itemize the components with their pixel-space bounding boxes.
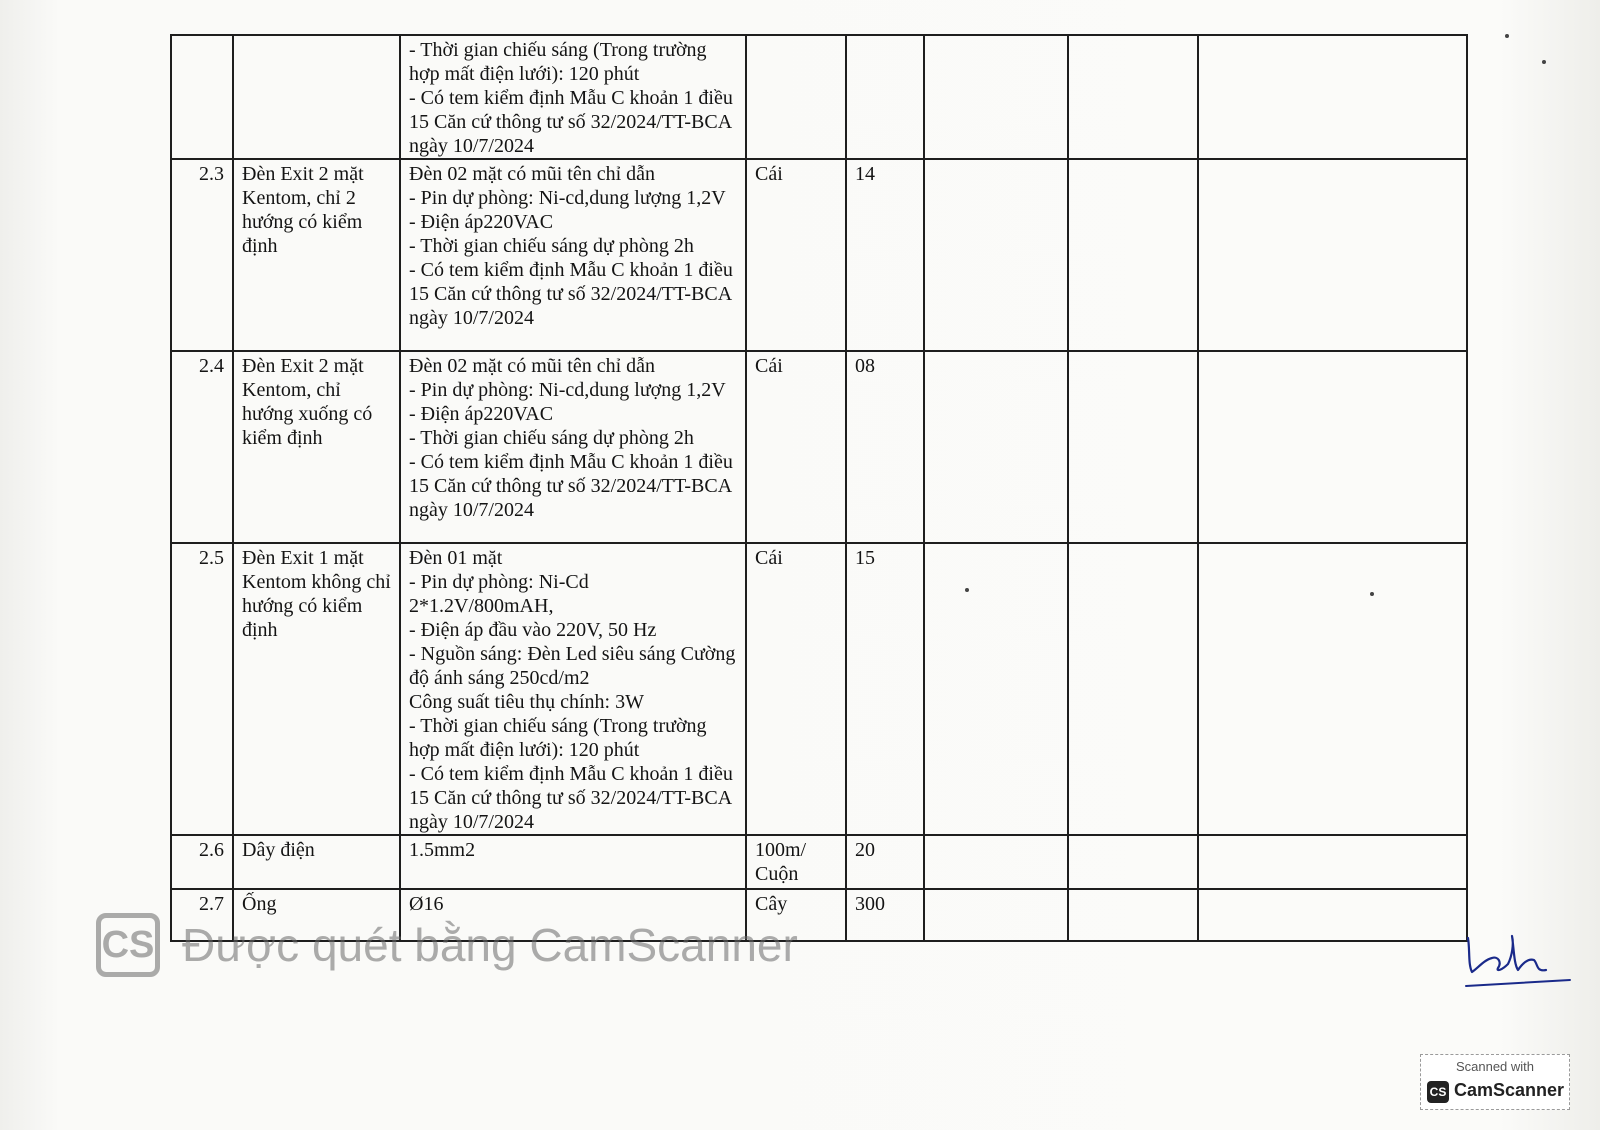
item-name-cell [233,35,400,159]
item-description-cell: - Thời gian chiếu sáng (Trong trường hợp mất điện lưới): 120 phút - Có tem kiểm định Mẫu C khoản 1 điều 15 Căn cứ thông tư số 32/2024/TT-BCA ngày 10/7/2024 [400,35,746,159]
quantity-cell: 15 [846,543,924,835]
empty-cell [1198,889,1467,941]
watermark-text: Được quét bằng CamScanner [182,919,798,971]
empty-cell [924,159,1068,351]
scan-speck [1542,60,1546,64]
item-description-cell: Đèn 01 mặt - Pin dự phòng: Ni-Cd 2*1.2V/800mAH, - Điện áp đầu vào 220V, 50 Hz - Nguồn sáng: Đèn Led siêu sáng Cường độ ánh sáng 250cd/m2 Công suất tiêu thụ chính: 3W - Thời gian chiếu sáng (Trong trường hợp mất điện lưới): 120 phút - Có tem kiểm định Mẫu C khoản 1 điều 15 Căn cứ thông tư số 32/2024/TT-BCA ngày 10/7/2024 [400,543,746,835]
empty-cell [1198,351,1467,543]
handwritten-signature [1462,920,1572,990]
empty-cell [924,351,1068,543]
item-description-cell: Ø16 [400,889,746,941]
item-name-cell: Đèn Exit 2 mặt Kentom, chỉ hướng xuống có kiểm định [233,351,400,543]
empty-cell [1198,159,1467,351]
empty-cell [1198,835,1467,889]
table-row [171,35,1467,159]
empty-cell [924,35,1068,159]
empty-cell [1068,889,1198,941]
empty-cell [1068,351,1198,543]
unit-cell: Cái [746,159,846,351]
empty-cell [924,835,1068,889]
empty-cell [924,543,1068,835]
table-row [171,543,1467,835]
item-name-cell: Dây điện [233,835,400,889]
item-description-cell: 1.5mm2 [400,835,746,889]
item-number-cell: 2.7 [171,889,233,941]
item-number-cell: 2.4 [171,351,233,543]
table-row [171,351,1467,543]
unit-cell: Cây [746,889,846,941]
item-number-cell: 2.6 [171,835,233,889]
item-number-cell [171,35,233,159]
badge-caption: Scanned with [1455,1059,1535,1074]
unit-cell: Cái [746,543,846,835]
item-description-cell: Đèn 02 mặt có mũi tên chỉ dẫn - Pin dự phòng: Ni-cd,dung lượng 1,2V - Điện áp220VAC - Thời gian chiếu sáng dự phòng 2h - Có tem kiểm định Mẫu C khoản 1 điều 15 Căn cứ thông tư số 32/2024/TT-BCA ngày 10/7/2024 [400,351,746,543]
badge-brand-name: CamScanner [1454,1080,1565,1100]
camscanner-watermark [96,910,798,980]
empty-cell [1068,543,1198,835]
item-number-cell: 2.3 [171,159,233,351]
quantity-cell [846,35,924,159]
quantity-cell: 20 [846,835,924,889]
scan-speck [1505,34,1509,38]
item-number-cell: 2.5 [171,543,233,835]
empty-cell [1198,35,1467,159]
empty-cell [1198,543,1467,835]
quantity-cell: 14 [846,159,924,351]
item-name-cell: Đèn Exit 2 mặt Kentom, chỉ 2 hướng có kiểm định [233,159,400,351]
unit-cell: 100m/ Cuộn [746,835,846,889]
item-name-cell: Đèn Exit 1 mặt Kentom không chỉ hướng có kiểm định [233,543,400,835]
unit-cell [746,35,846,159]
quantity-cell: 08 [846,351,924,543]
empty-cell [924,889,1068,941]
unit-cell: Cái [746,351,846,543]
table-row [171,835,1467,889]
empty-cell [1068,159,1198,351]
empty-cell [1068,35,1198,159]
empty-cell [1068,835,1198,889]
camscanner-badge-icon: CS [1427,1081,1449,1103]
scan-speck [1370,592,1374,596]
table-row [171,159,1467,351]
item-description-cell: Đèn 02 mặt có mũi tên chỉ dẫn - Pin dự phòng: Ni-cd,dung lượng 1,2V - Điện áp220VAC - Thời gian chiếu sáng dự phòng 2h - Có tem kiểm định Mẫu C khoản 1 điều 15 Căn cứ thông tư số 32/2024/TT-BCA ngày 10/7/2024 [400,159,746,351]
camscanner-logo-icon: CS [96,913,160,977]
item-name-cell: Ống [233,889,400,941]
scanned-with-badge [1420,1054,1570,1110]
scan-speck [965,588,969,592]
equipment-spec-table [170,34,1468,942]
quantity-cell: 300 [846,889,924,941]
